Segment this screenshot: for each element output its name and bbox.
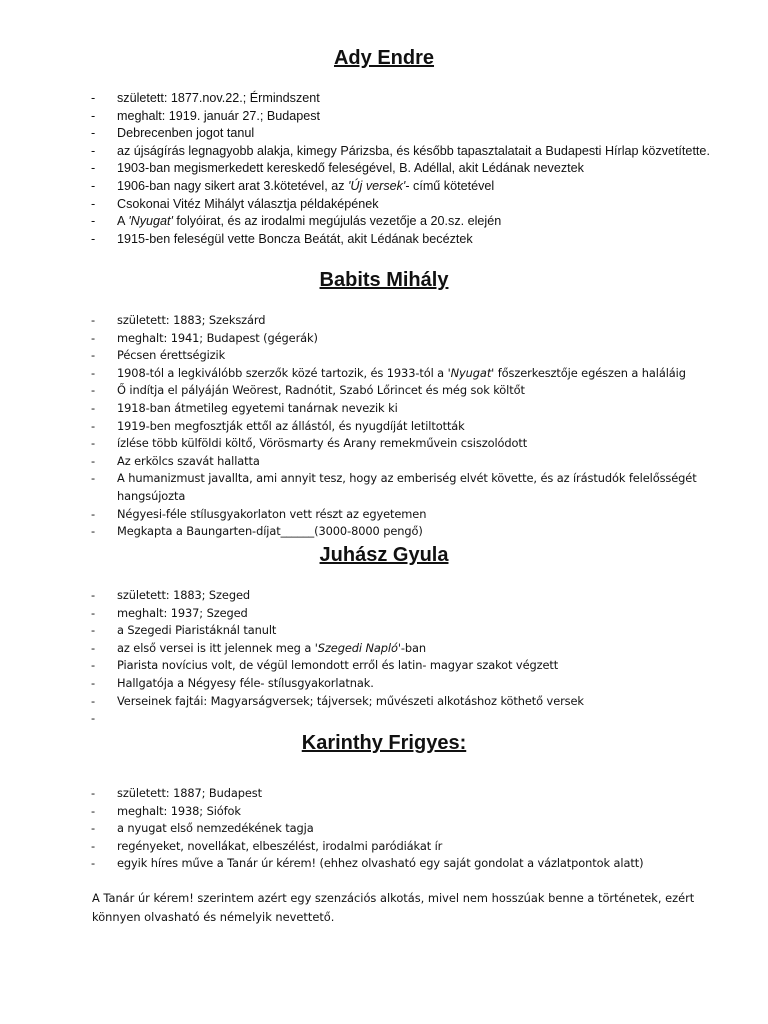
bullet-dash: - <box>91 623 96 638</box>
bullet-dash: - <box>91 178 96 193</box>
closing-paragraph: A Tanár úr kérem! szerintem azért egy szenzációs alkotás, mivel nem hosszúak benne a történetek, ezért könnyen olvasható és némelyik nevettető. <box>92 891 695 924</box>
bullet-dash: - <box>91 418 96 433</box>
bullet-dash: - <box>91 108 96 123</box>
list-item: - 1918-ban átmetileg egyetemi tanárnak nevezik ki <box>0 400 768 418</box>
list-item: - Pécsen érettségizik <box>0 347 768 365</box>
list-item: - 1906-ban nagy sikert arat 3.kötetével, az 'Új versek'- című kötetével <box>0 178 768 196</box>
list-item: - Az erkölcs szavát hallatta <box>0 453 768 471</box>
bullet-dash: - <box>91 400 96 415</box>
list-item: - ízlése több külföldi költő, Vörösmarty és Arany remekművein csiszolódott <box>0 435 768 453</box>
list-item: - a Szegedi Piaristáknál tanult <box>0 622 768 640</box>
bullet-dash: - <box>91 711 96 726</box>
list-item: - meghalt: 1941; Budapest (gégerák) <box>0 330 768 348</box>
bullet-dash: - <box>91 471 96 486</box>
bullet-dash: - <box>91 330 96 345</box>
bullet-dash: - <box>91 313 96 327</box>
bullet-dash: - <box>91 605 96 620</box>
section-title-ady: Ady Endre <box>333 47 435 69</box>
list-item: - Hallgatója a Négyesy féle- stílusgyakorlatnak. <box>0 675 768 693</box>
section-title-karinthy: Karinthy Frigyes: <box>301 732 467 754</box>
bullet-dash: - <box>91 348 96 363</box>
bullet-dash: - <box>91 91 96 105</box>
list-item: - az újságírás legnagyobb alakja, kimegy Párizsba, és később tapasztalatait a Budapesti Hírlap közvetítette. <box>0 143 768 161</box>
list-item: - született: 1883; Szekszárd <box>0 312 768 330</box>
list-item: - A humanizmust javallta, ami annyit tesz, hogy az emberiség elvét követte, és az írástudók felelősségét hangsújozta <box>91 471 697 503</box>
list-item: - Verseinek fajtái: Magyarságversek; tájversek; művészeti alkotáshoz köthető versek <box>0 693 768 711</box>
bullet-dash: - <box>91 231 96 246</box>
bullet-dash: - <box>91 856 96 871</box>
list-item: - Négyesi-féle stílusgyakorlaton vett részt az egyetemen <box>0 506 768 524</box>
bullet-dash: - <box>91 658 96 673</box>
bullet-dash: - <box>91 821 96 836</box>
bullet-dash: - <box>91 383 96 398</box>
list-item: - 1915-ben feleségül vette Boncza Beátát, akit Lédának becéztek <box>0 231 768 249</box>
list-item: - Megkapta a Baungarten-díjat______(3000-8000 pengő) <box>0 523 768 541</box>
list-item: - meghalt: 1938; Siófok <box>0 803 768 821</box>
list-babits <box>0 312 768 541</box>
list-ady <box>0 90 768 248</box>
list-item: - Piarista novícius volt, de végül lemondott erről és latin- magyar szakot végzett <box>0 657 768 675</box>
list-item: - Ő indítja el pályáján Weörest, Radnótit, Szabó Lőrincet és még sok költőt <box>0 382 768 400</box>
list-item: - Csokonai Vitéz Mihályt választja példaképének <box>0 196 768 214</box>
list-item: - egyik híres műve a Tanár úr kérem! (ehhez olvasható egy saját gondolat a vázlatpontok alatt) <box>0 855 768 873</box>
bullet-dash: - <box>91 143 96 158</box>
bullet-dash: - <box>91 640 96 655</box>
list-item: - 1919-ben megfosztják ettől az állástól, és nyugdíját letiltották <box>0 418 768 436</box>
bullet-dash: - <box>91 453 96 468</box>
bullet-dash: - <box>91 786 96 800</box>
list-juhasz <box>0 587 768 726</box>
section-title-babits: Babits Mihály <box>319 269 449 291</box>
list-karinthy <box>0 785 768 873</box>
list-item: - született: 1877.nov.22.; Érmindszent <box>0 90 768 108</box>
bullet-dash: - <box>91 675 96 690</box>
list-item: - az első versei is itt jelennek meg a 'Szegedi Napló'-ban <box>0 640 768 658</box>
bullet-dash: - <box>91 436 96 451</box>
list-item: - A 'Nyugat' folyóirat, és az irodalmi megújulás vezetője a 20.sz. elején <box>0 213 768 231</box>
list-item: - meghalt: 1919. január 27.; Budapest <box>0 108 768 126</box>
bullet-dash: - <box>91 524 96 539</box>
list-item: - regényeket, novellákat, elbeszélést, irodalmi paródiákat ír <box>0 838 768 856</box>
bullet-dash: - <box>91 196 96 211</box>
bullet-dash: - <box>91 838 96 853</box>
bullet-dash: - <box>91 588 96 602</box>
bullet-dash: - <box>91 214 96 229</box>
section-title-juhasz: Juhász Gyula <box>319 544 449 566</box>
list-item: - született: 1887; Budapest <box>0 785 768 803</box>
list-item: - 1903-ban megismerkedett kereskedő feleségével, B. Adéllal, akit Lédának neveztek <box>0 160 768 178</box>
bullet-dash: - <box>91 506 96 521</box>
bullet-dash: - <box>91 803 96 818</box>
bullet-dash: - <box>91 126 96 141</box>
list-item: - meghalt: 1937; Szeged <box>0 605 768 623</box>
bullet-dash: - <box>91 693 96 708</box>
list-item: - Debrecenben jogot tanul <box>0 125 768 143</box>
list-item: - 1908-tól a legkiválóbb szerzők közé tartozik, és 1933-tól a 'Nyugat' főszerkesztője egészen a haláláig <box>0 365 768 383</box>
bullet-dash: - <box>91 365 96 380</box>
bullet-dash: - <box>91 161 96 176</box>
list-item: - született: 1883; Szeged <box>0 587 768 605</box>
list-item: - a nyugat első nemzedékének tagja <box>0 820 768 838</box>
